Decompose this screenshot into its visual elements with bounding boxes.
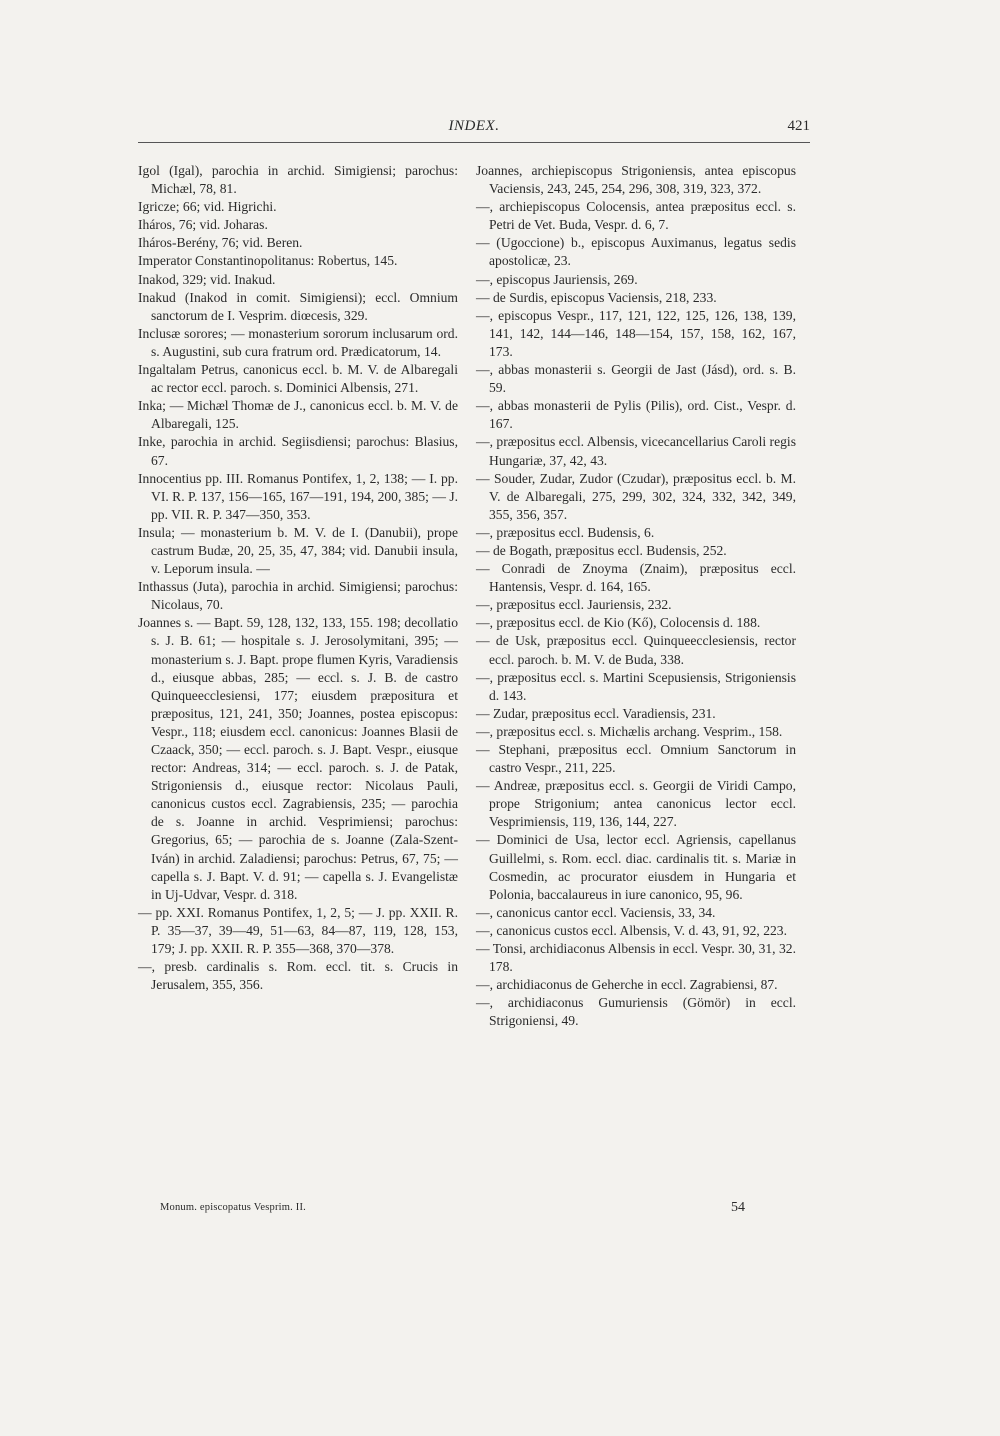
- index-entry: — Tonsi, archidiaconus Albensis in eccl. Vespr. 30, 31, 32. 178.: [476, 941, 796, 975]
- index-entry: — Conradi de Znoyma (Znaim), præpositus eccl. Hantensis, Vespr. d. 164, 165.: [476, 561, 796, 595]
- index-entry: — Andreæ, præpositus eccl. s. Georgii de Viridi Campo, prope Strigonium; antea canonicus lector eccl. Vesprimiensis, 119, 136, 144, 227.: [476, 778, 796, 830]
- index-entry: —, episcopus Jauriensis, 269.: [476, 271, 638, 287]
- index-entry: —, abbas monasterii de Pylis (Pilis), ord. Cist., Vespr. d. 167.: [476, 398, 796, 432]
- header-title: INDEX.: [448, 118, 500, 134]
- index-entry: Imperator Constantinopolitanus: Robertus, 145.: [138, 253, 398, 269]
- index-entry: —, archidiaconus de Geherche in eccl. Zagrabiensi, 87.: [476, 977, 778, 993]
- index-entry: Joannes s. — Bapt. 59, 128, 132, 133, 155. 198; decollatio s. J. B. 61; — hospitale s. J. Jerosolymitani, 395; — monasterium s. J. Bapt. prope flumen Kyris, Varadiensis d., eiusque abbas, 285; — eccl. s. J. B. de castro Quinqueecclesiensi, 177; eiusdem præpositura et præpositus, 121, 241, 350; Joannes, postea episcopus: Vespr., 118; eiusdem eccl. canonicus: Joannes Blasii de Czaack, 350; — eccl. paroch. s. J. Bapt. Vespr., eiusque rector: Andreas, 314; — eccl. paroch. s. J. de Patak, Strigoniensis d., eiusque rector: Nicolaus Pauli, canonicus custos eccl. Zagrabiensis, 235; — parochia de s. Joanne in archid. Vesprimiensi; parochus: Gregorius, 65; — parochia de s. Joanne (Zala-Szent-Iván) in archid. Zaladiensi; parochus: Petrus, 67, 75; — capella s. J. Bapt. V. d. 91; — capella s. J. Evangelistæ in Uj-Udvar, Vespr. d. 318.: [138, 615, 458, 902]
- index-entry: Insula; — monasterium b. M. V. de I. (Danubii), prope castrum Budæ, 20, 25, 35, 47, 384; vid. Danubii insula, v. Leporum insula. —: [138, 524, 458, 577]
- index-entry: Igricze; 66; vid. Higrichi.: [138, 199, 277, 215]
- index-entry: Ingaltalam Petrus, canonicus eccl. b. M. V. de Albaregali ac rector eccl. paroch. s. Dominici Albensis, 271.: [138, 362, 458, 396]
- index-entry: —, presb. cardinalis s. Rom. eccl. tit. s. Crucis in Jerusalem, 355, 356.: [138, 959, 458, 993]
- index-entry: Inke, parochia in archid. Segiisdiensi; parochus: Blasius, 67.: [138, 434, 458, 468]
- index-entry: —, præpositus eccl. s. Martini Scepusiensis, Strigoniensis d. 143.: [476, 669, 796, 703]
- index-entry: — Souder, Zudar, Zudor (Czudar), præpositus eccl. b. M. V. de Albaregali, 275, 299, 302, 324, 332, 342, 349, 355, 356, 357.: [476, 470, 796, 522]
- index-entry: Iháros, 76; vid. Joharas.: [138, 217, 268, 233]
- index-entry: Inka; — Michæl Thomæ de J., canonicus eccl. b. M. V. de Albaregali, 125.: [138, 398, 458, 432]
- index-entry: Innocentius pp. III. Romanus Pontifex, 1, 2, 138; — I. pp. VI. R. P. 137, 156—165, 167—191, 194, 200, 385; — J. pp. VII. R. P. 347—350, 353.: [138, 470, 459, 522]
- index-entry: —, canonicus cantor eccl. Vaciensis, 33, 34.: [476, 904, 716, 920]
- right-column: [476, 162, 796, 1031]
- index-entry: — Zudar, præpositus eccl. Varadiensis, 231.: [476, 705, 716, 721]
- index-entry: —, episcopus Vespr., 117, 121, 122, 125, 126, 138, 139, 141, 142, 144—146, 148—154, 157, 158, 162, 167, 173.: [476, 307, 796, 359]
- index-entry: —, præpositus eccl. Budensis, 6.: [476, 524, 655, 540]
- index-entry: — (Ugoccione) b., episcopus Auximanus, legatus sedis apostolicæ, 23.: [476, 235, 796, 269]
- index-entry: — de Bogath, præpositus eccl. Budensis, 252.: [476, 542, 727, 558]
- index-entry: —, præpositus eccl. de Kio (Kő), Colocensis d. 188.: [476, 615, 761, 631]
- index-entry: —, abbas monasterii s. Georgii de Jast (Jásd), ord. s. B. 59.: [476, 362, 796, 396]
- index-entry: —, præpositus eccl. s. Michælis archang. Vesprim., 158.: [476, 723, 783, 739]
- index-entry: — de Surdis, episcopus Vaciensis, 218, 233.: [476, 289, 717, 305]
- index-entry: —, canonicus custos eccl. Albensis, V. d. 43, 91, 92, 223.: [476, 922, 787, 938]
- index-entry: — de Usk, præpositus eccl. Quinqueecclesiensis, rector eccl. paroch. b. M. V. de Buda, 338.: [476, 633, 796, 667]
- index-entry: — pp. XXI. Romanus Pontifex, 1, 2, 5; — J. pp. XXII. R. P. 35—37, 39—49, 51—63, 84—87, 119, 128, 153, 179; J. pp. XXII. R. P. 355—368, 370—378.: [138, 904, 458, 957]
- index-entry: Inakud (Inakod in comit. Simigiensi); eccl. Omnium sanctorum de I. Vesprim. diœcesis, 329.: [138, 289, 458, 323]
- index-entry: Inthassus (Juta), parochia in archid. Simigiensi; parochus: Nicolaus, 70.: [138, 579, 458, 613]
- index-entry: Inakod, 329; vid. Inakud.: [138, 271, 276, 287]
- index-entry: Iháros-Berény, 76; vid. Beren.: [138, 235, 303, 251]
- left-column: [138, 162, 458, 994]
- index-entry: — Dominici de Usa, lector eccl. Agriensis, capellanus Guillelmi, s. Rom. eccl. diac. cardinalis tit. s. Mariæ in Cosmedin, ac procurator eiusdem in Hungaria et Polonia, baccalaureus in iure canonico, 95, 96.: [476, 832, 796, 902]
- index-entry: Igol (Igal), parochia in archid. Simigiensi; parochus: Michæl, 78, 81.: [138, 163, 458, 197]
- index-entry: Joannes, archiepiscopus Strigoniensis, antea episcopus Vaciensis, 243, 245, 254, 296, 308, 319, 323, 372.: [476, 163, 796, 197]
- index-entry: Inclusæ sorores; — monasterium sororum inclusarum ord. s. Augustini, sub cura fratrum ord. Prædicatorum, 14.: [138, 325, 458, 359]
- page-number: 421: [787, 118, 810, 134]
- footer-sheet-number: 54: [731, 1200, 745, 1215]
- footer-signature: Monum. episcopatus Vesprim. II.: [160, 1202, 306, 1213]
- header-rule: [138, 142, 810, 143]
- index-entry: —, præpositus eccl. Jauriensis, 232.: [476, 597, 672, 613]
- index-entry: —, archidiaconus Gumuriensis (Gömör) in eccl. Strigoniensi, 49.: [476, 995, 796, 1029]
- index-entry: — Stephani, præpositus eccl. Omnium Sanctorum in castro Vespr., 211, 225.: [476, 742, 796, 776]
- index-entry: —, archiepiscopus Colocensis, antea præpositus eccl. s. Petri de Vet. Buda, Vespr. d. 6, 7.: [476, 199, 796, 233]
- index-entry: —, præpositus eccl. Albensis, vicecancellarius Caroli regis Hungariæ, 37, 42, 43.: [476, 434, 796, 468]
- running-header: [138, 118, 810, 140]
